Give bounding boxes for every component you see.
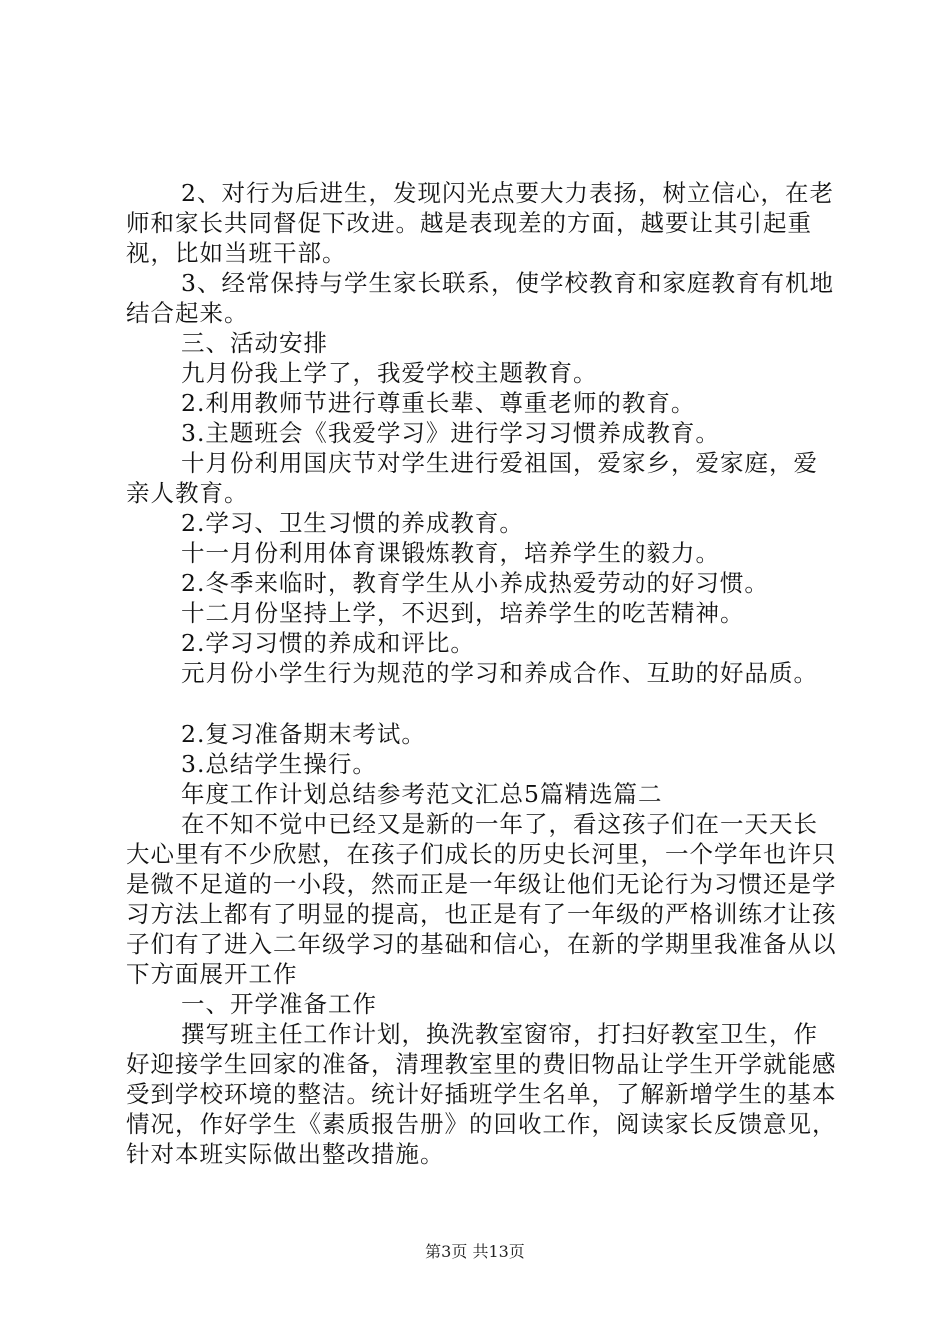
section-heading: 年度工作计划总结参考范文汇总5篇精选篇二 xyxy=(181,780,663,808)
paragraph: 十二月份坚持上学，不迟到，培养学生的吃苦精神。 xyxy=(181,599,745,627)
paragraph: 元月份小学生行为规范的学习和养成合作、互助的好品质。 xyxy=(181,659,818,687)
paragraph: 十月份利用国庆节对学生进行爱祖国，爱家乡，爱家庭，爱亲人教育。 xyxy=(126,449,818,507)
paragraph: 3.总结学生操行。 xyxy=(181,750,377,778)
document-body xyxy=(126,178,838,1169)
section-heading: 三、活动安排 xyxy=(181,329,328,357)
paragraph: 在不知不觉中已经又是新的一年了，看这孩子们在一天天长大心里有不少欣慰，在孩子们成长的历史长河里，一个学年也许只是微不足道的一小段，然而正是一年级让他们无论行为习惯还是学习方法上都有了明显的提高，也正是有了一年级的严格训练才让孩子们有了进入二年级学习的基础和信心，在新的学期里我准备从以下方面展开工作 xyxy=(126,810,837,988)
paragraph: 2.利用教师节进行尊重长辈、尊重老师的教育。 xyxy=(181,389,696,417)
paragraph: 十一月份利用体育课锻炼教育，培养学生的毅力。 xyxy=(181,539,720,567)
page-footer xyxy=(0,1242,950,1262)
paragraph: 2.学习习惯的养成和评比。 xyxy=(181,629,475,657)
section-heading: 一、开学准备工作 xyxy=(181,990,377,1018)
blank-line xyxy=(126,688,838,719)
paragraph: 2.学习、卫生习惯的养成教育。 xyxy=(181,509,524,537)
paragraph: 九月份我上学了，我爱学校主题教育。 xyxy=(181,359,598,387)
paragraph: 3.主题班会《我爱学习》进行学习习惯养成教育。 xyxy=(181,419,720,447)
paragraph: 2.复习准备期末考试。 xyxy=(181,720,426,748)
paragraph: 2、对行为后进生，发现闪光点要大力表扬，树立信心，在老师和家长共同督促下改进。越是表现差的方面，越要让其引起重视，比如当班干部。 xyxy=(126,179,834,267)
paragraph: 2.冬季来临时，教育学生从小养成热爱劳动的好习惯。 xyxy=(181,569,769,597)
paragraph: 撰写班主任工作计划，换洗教室窗帘，打扫好教室卫生，作好迎接学生回家的准备，清理教室里的费旧物品让学生开学就能感受到学校环境的整洁。统计好插班学生名单，了解新增学生的基本情况，作好学生《素质报告册》的回收工作，阅读家长反馈意见，针对本班实际做出整改措施。 xyxy=(126,1020,837,1168)
page-number: 第3页 共13页 xyxy=(425,1242,525,1261)
paragraph: 3、经常保持与学生家长联系，使学校教育和家庭教育有机地结合起来。 xyxy=(126,269,834,327)
